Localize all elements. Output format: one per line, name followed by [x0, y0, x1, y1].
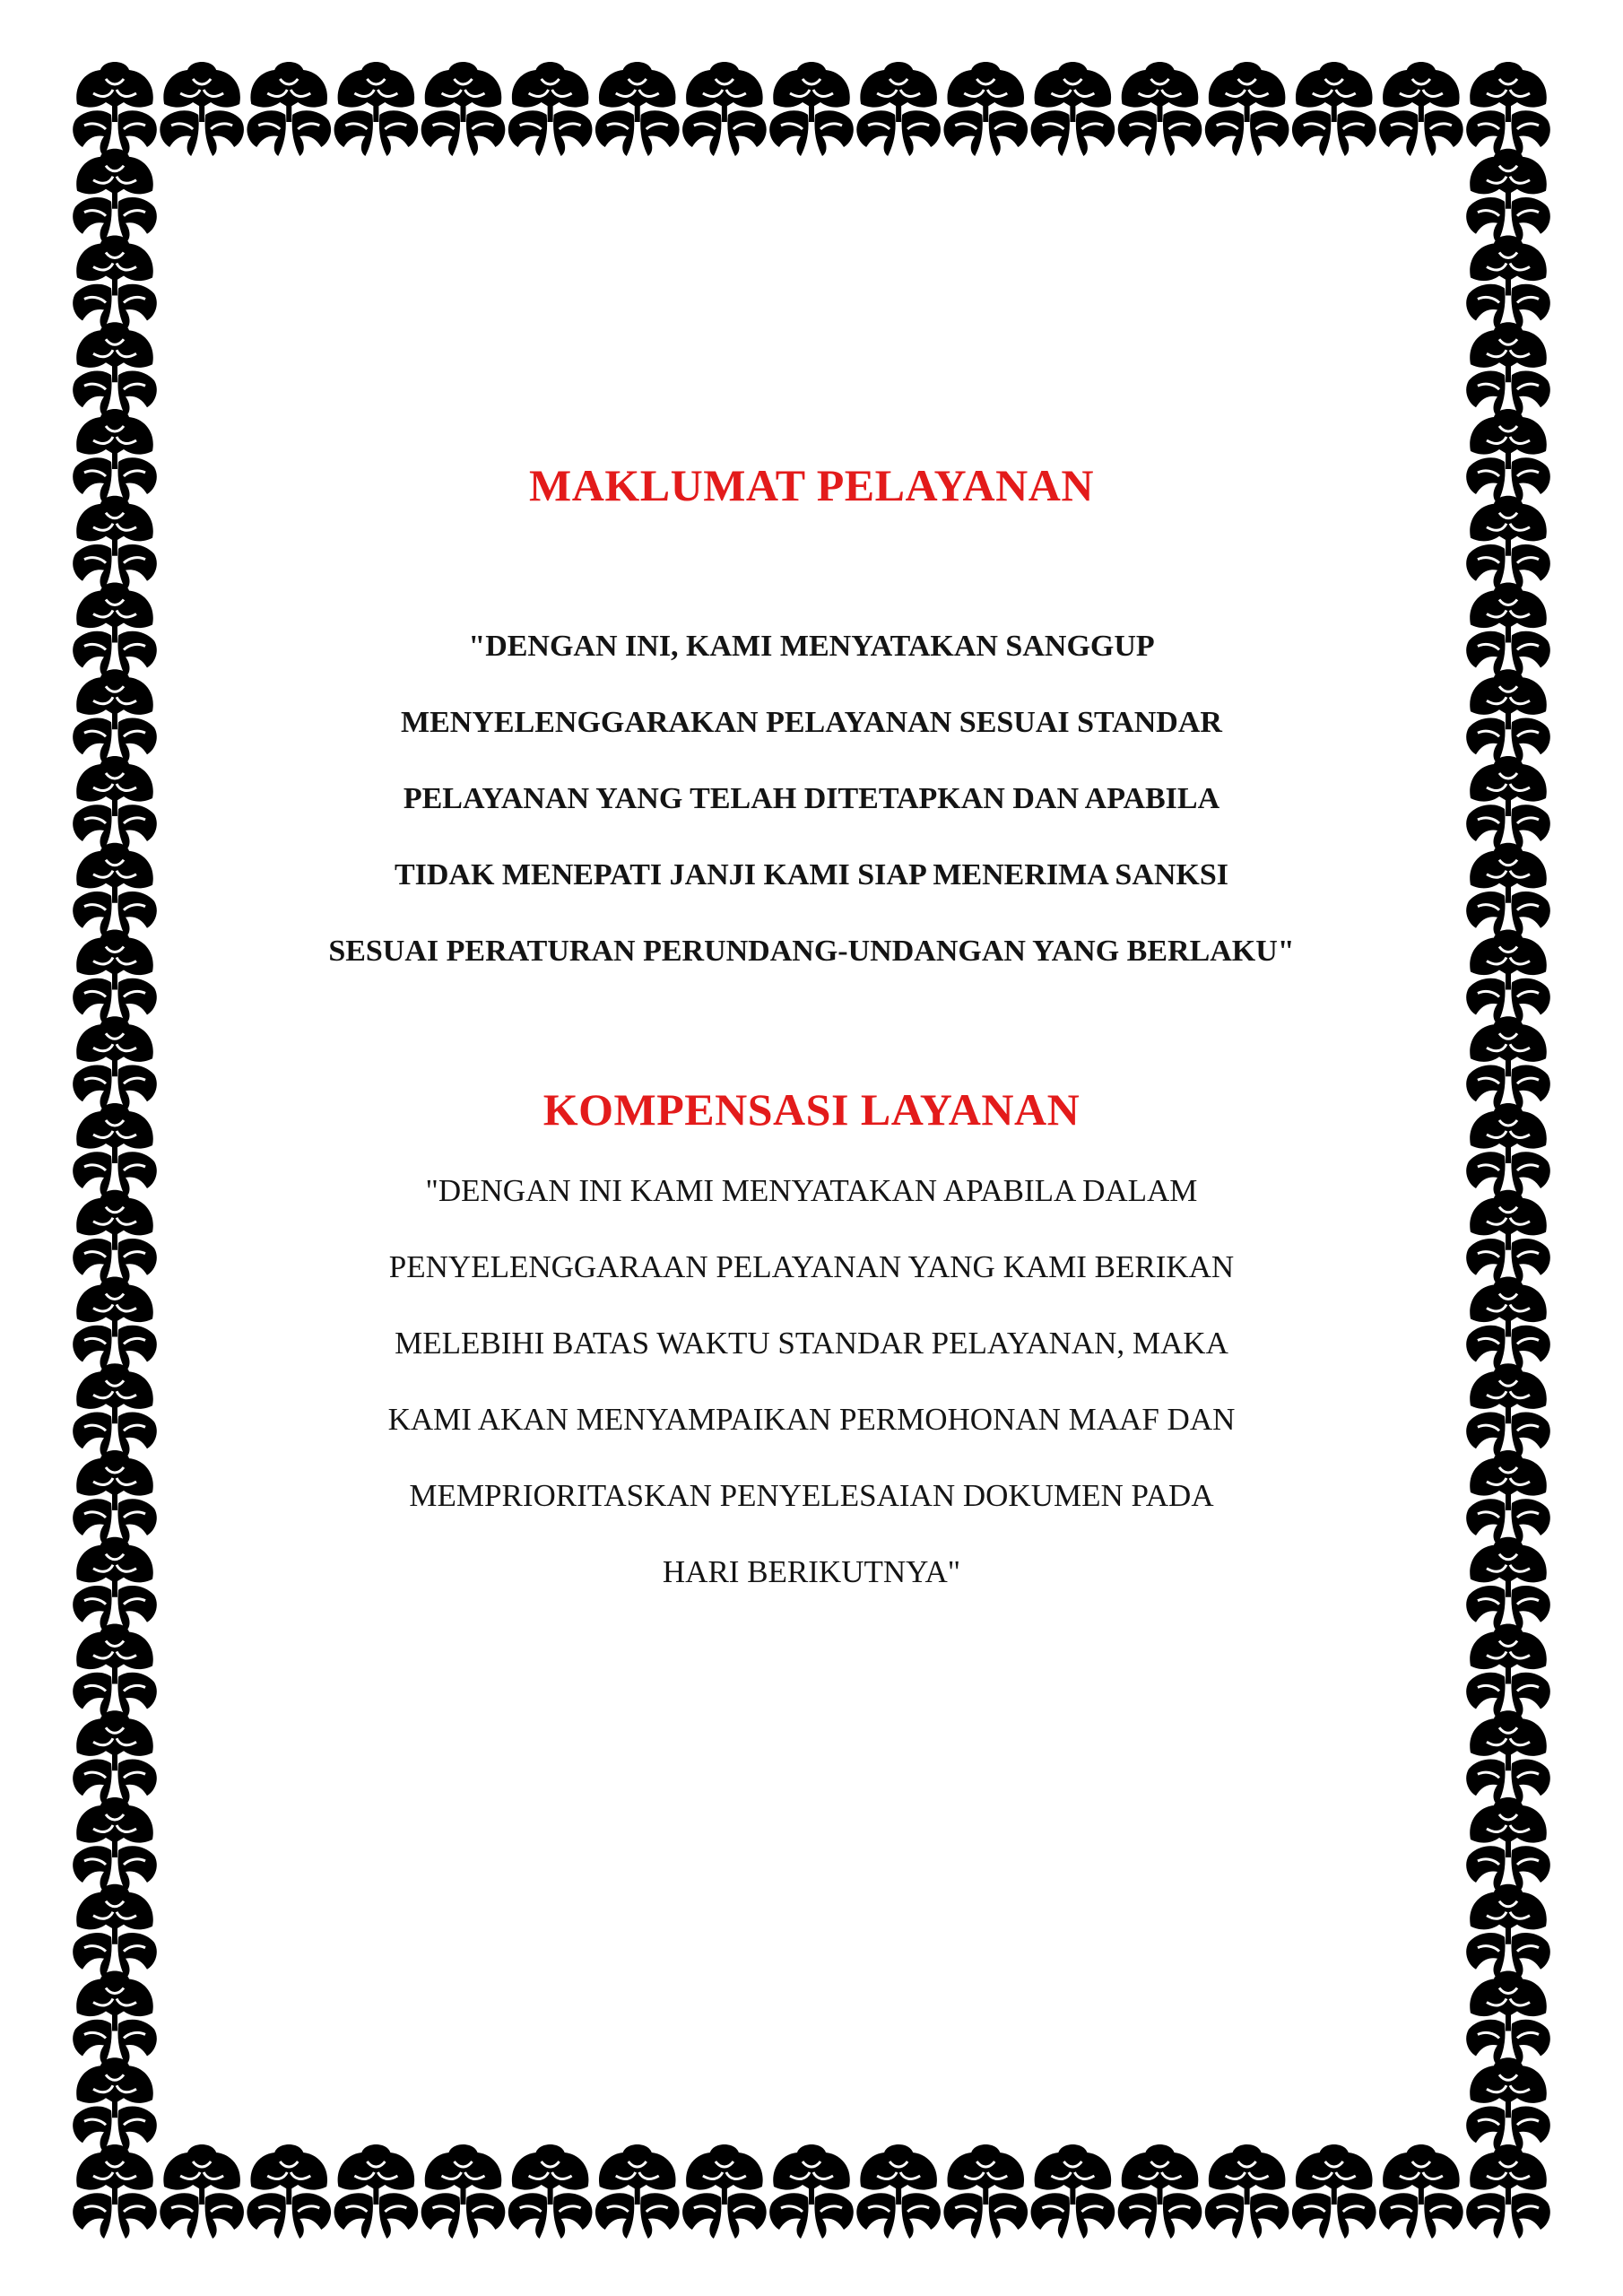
flower-ornament-icon	[73, 236, 157, 330]
border-top-row	[73, 62, 1550, 156]
flower-ornament-icon	[769, 62, 854, 156]
flower-ornament-icon	[73, 1624, 157, 1718]
maklumat-line-2: MENYELENGGARAKAN PELAYANAN SESUAI STANDAR	[401, 706, 1222, 739]
kompensasi-line-1: "DENGAN INI KAMI MENYATAKAN APABILA DALAM	[425, 1173, 1198, 1208]
flower-ornament-icon	[943, 62, 1028, 156]
flower-ornament-icon	[1466, 1710, 1550, 1805]
flower-ornament-icon	[1292, 62, 1376, 156]
flower-ornament-icon	[73, 1971, 157, 2066]
flower-ornament-icon	[508, 62, 593, 156]
flower-ornament-icon	[1205, 62, 1289, 156]
flower-ornament-icon	[1466, 322, 1550, 416]
flower-ornament-icon	[1379, 62, 1463, 156]
flower-ornament-icon	[1118, 2144, 1202, 2239]
flower-ornament-icon	[73, 2144, 157, 2239]
flower-ornament-icon	[1118, 62, 1202, 156]
flower-ornament-icon	[769, 2144, 854, 2239]
flower-ornament-icon	[1466, 2144, 1550, 2239]
flower-ornament-icon	[1466, 1797, 1550, 1892]
flower-ornament-icon	[1466, 1624, 1550, 1718]
flower-ornament-icon	[856, 62, 941, 156]
flower-ornament-icon	[1466, 1971, 1550, 2066]
flower-ornament-icon	[682, 62, 767, 156]
flower-ornament-icon	[1031, 2144, 1115, 2239]
maklumat-line-1: "DENGAN INI, KAMI MENYATAKAN SANGGUP	[468, 630, 1155, 663]
flower-ornament-icon	[334, 2144, 419, 2239]
flower-ornament-icon	[1466, 149, 1550, 243]
flower-ornament-icon	[247, 62, 331, 156]
flower-ornament-icon	[595, 62, 680, 156]
flower-ornament-icon	[856, 2144, 941, 2239]
flower-ornament-icon	[73, 2057, 157, 2152]
flower-ornament-icon	[73, 1884, 157, 1979]
flower-ornament-icon	[73, 149, 157, 243]
flower-ornament-icon	[421, 2144, 506, 2239]
flower-ornament-icon	[1205, 2144, 1289, 2239]
flower-ornament-icon	[1292, 2144, 1376, 2239]
flower-ornament-icon	[160, 2144, 244, 2239]
flower-ornament-icon	[160, 62, 244, 156]
flower-ornament-icon	[247, 2144, 331, 2239]
border-right-column	[1466, 149, 1550, 2152]
kompensasi-title: KOMPENSASI LAYANAN	[542, 1084, 1081, 1135]
flower-ornament-icon	[595, 2144, 680, 2239]
flower-ornament-icon	[73, 322, 157, 416]
flower-ornament-icon	[508, 2144, 593, 2239]
border-bottom-row	[73, 2144, 1550, 2239]
kompensasi-line-3: MELEBIHI BATAS WAKTU STANDAR PELAYANAN, MAKA	[395, 1326, 1228, 1361]
flower-ornament-icon	[73, 1797, 157, 1892]
maklumat-line-4: TIDAK MENEPATI JANJI KAMI SIAP MENERIMA SANKSI	[394, 858, 1229, 891]
flower-ornament-icon	[1466, 2057, 1550, 2152]
flower-ornament-icon	[73, 1710, 157, 1805]
flower-ornament-icon	[682, 2144, 767, 2239]
flower-ornament-icon	[1466, 62, 1550, 156]
flower-ornament-icon	[943, 2144, 1028, 2239]
flower-ornament-icon	[421, 62, 506, 156]
flower-ornament-icon	[1466, 1884, 1550, 1979]
maklumat-title: MAKLUMAT PELAYANAN	[529, 460, 1094, 510]
kompensasi-line-6: HARI BERIKUTNYA"	[662, 1554, 961, 1589]
kompensasi-line-5: MEMPRIORITASKAN PENYELESAIAN DOKUMEN PADA	[409, 1478, 1214, 1513]
flower-ornament-icon	[1379, 2144, 1463, 2239]
maklumat-line-5: SESUAI PERATURAN PERUNDANG-UNDANGAN YANG BERLAKU"	[328, 935, 1295, 968]
maklumat-line-3: PELAYANAN YANG TELAH DITETAPKAN DAN APABILA	[403, 782, 1220, 815]
kompensasi-line-4: KAMI AKAN MENYAMPAIKAN PERMOHONAN MAAF DAN	[387, 1402, 1236, 1437]
flower-ornament-icon	[1031, 62, 1115, 156]
flower-ornament-icon	[334, 62, 419, 156]
flower-ornament-icon	[1466, 236, 1550, 330]
border-left-column	[73, 149, 157, 2152]
kompensasi-line-2: PENYELENGGARAAN PELAYANAN YANG KAMI BERIKAN	[388, 1249, 1235, 1284]
flower-ornament-icon	[73, 62, 157, 156]
